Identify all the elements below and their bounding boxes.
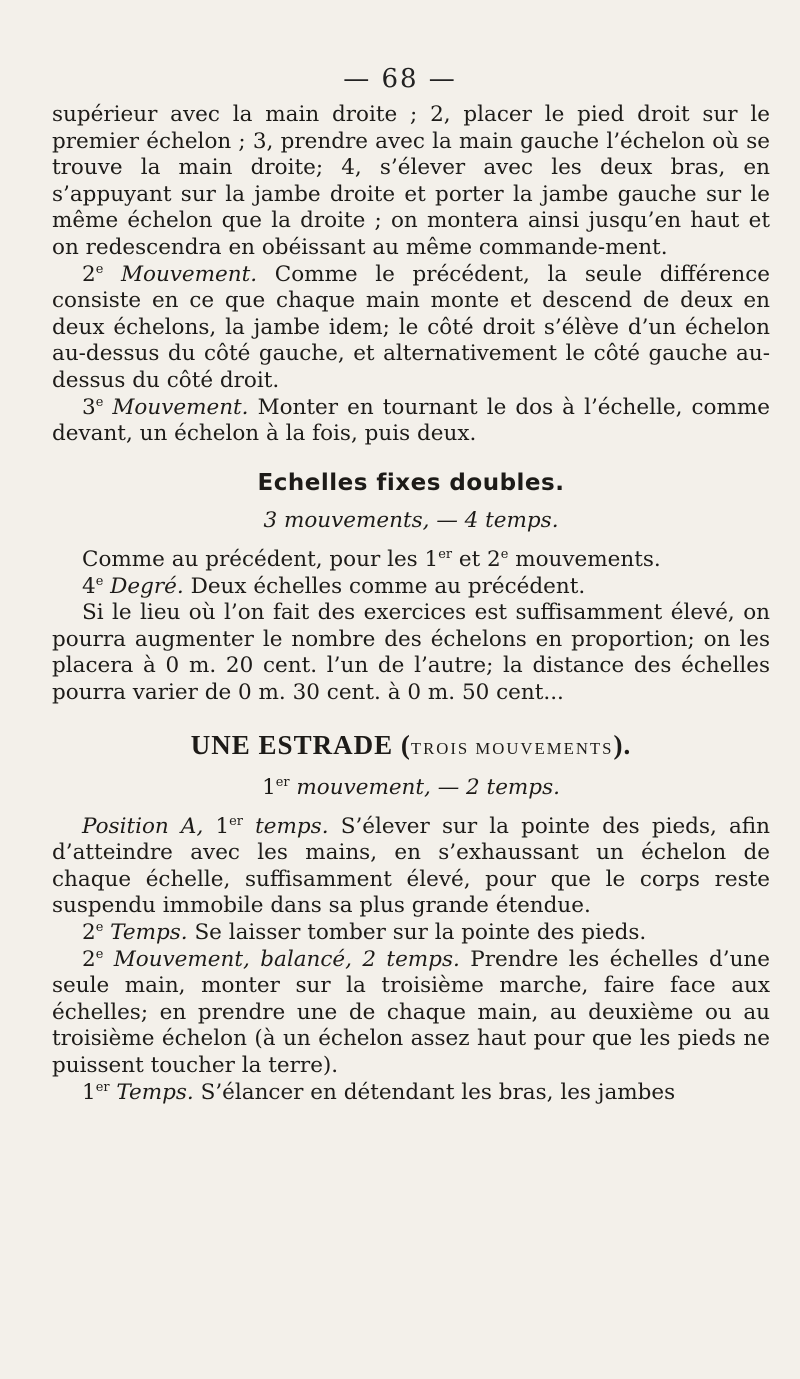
paragraph: 3e Mouvement. Monter en tournant le dos à l’échelle, comme devant, un échelon à la fois, puis deux.: [52, 394, 770, 447]
paragraph: 2e Temps. Se laisser tomber sur la pointe des pieds.: [82, 919, 647, 946]
body-text: [52, 102, 770, 1106]
chapter-subheading: 1er mouvement, — 2 temps.: [262, 774, 560, 801]
paragraph: 2e Mouvement, balancé, 2 temps. Prendre les échelles d’une seule main, monter sur la troisième marche, faire face aux échelles; en prendre une de chaque main, au deuxième ou au troisième échelon (à un échelon assez haut pour que les pieds ne puissent toucher la terre).: [52, 946, 770, 1078]
paragraph: supérieur avec la main droite ; 2, placer le pied droit sur le premier échelon ; 3, prendre avec la main gauche l’échelon où se trouve la main droite; 4, s’élever avec les deux bras, en s’appuyant sur la jambe droite et porter la jambe gauche sur le même échelon que la droite ; on montera ainsi jusqu’en haut et on redescendra en obéissant au même commande-ment.: [52, 102, 770, 260]
section-subheading: 3 mouvements, — 4 temps.: [263, 508, 559, 534]
paragraph: 1er Temps. S’élancer en détendant les bras, les jambes: [82, 1079, 676, 1105]
paragraph: Position A, 1er temps. S’élever sur la pointe des pieds, afin d’atteindre avec les mains, en s’exhaussant un échelon de chaque échelle, suffisamment élevé, pour que le corps reste suspendu immobile dans sa plus grande étendue.: [52, 813, 770, 919]
section-heading: Echelles fixes doubles.: [257, 469, 565, 496]
paragraph: 2e Mouvement. Comme le précédent, la seule différence consiste en ce que chaque main monte et descend de deux en deux échelons, la jambe idem; le côté droit s’élève d’un échelon au-dessus du côté gauche, et alternativement le côté gauche au-dessus du côté droit.: [52, 261, 770, 393]
paragraph: 4e Degré. Deux échelles comme au précédent.: [82, 573, 586, 599]
paragraph: Comme au précédent, pour les 1er et 2e mouvements.: [82, 546, 661, 572]
chapter-heading: UNE ESTRADE (TROIS MOUVEMENTS).: [190, 730, 632, 761]
paragraph: Si le lieu où l’on fait des exercices est suffisamment élevé, on pourra augmenter le nombre des échelons en proportion; on les placera à 0 m. 20 cent. l’un de l’autre; la distance des échelles pourra varier de 0 m. 30 cent. à 0 m. 50 cent...: [52, 600, 770, 705]
page-number: — 68 —: [343, 64, 457, 94]
